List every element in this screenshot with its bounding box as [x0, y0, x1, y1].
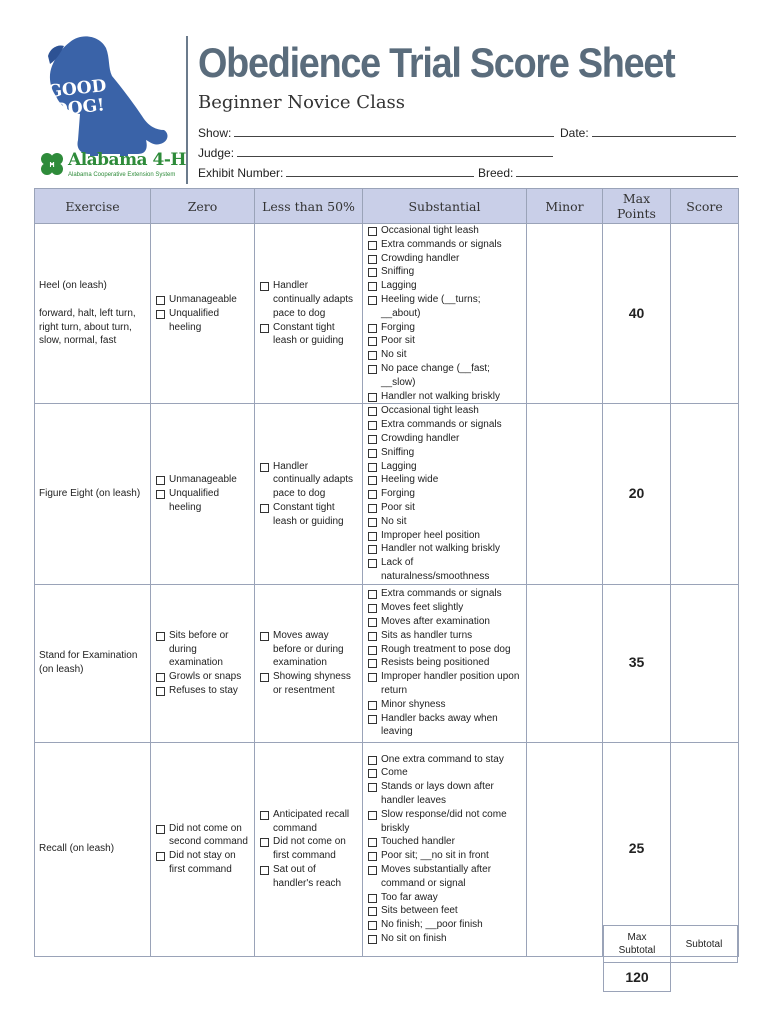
badge-line-2: DOG! [52, 95, 106, 121]
checkbox-item[interactable]: Crowding handler [367, 432, 522, 446]
score-cell[interactable] [671, 584, 739, 742]
zero-checklist [155, 629, 250, 698]
subtotal-value-cell[interactable] [671, 963, 738, 992]
header-row [35, 189, 739, 224]
checkbox-item[interactable]: Handler continually adapts pace to dog [259, 460, 358, 501]
minor-cell[interactable] [527, 404, 603, 584]
exercise-cell [35, 224, 151, 404]
checkbox-item[interactable]: Resists being positioned [367, 656, 522, 670]
max-points-value: 35 [603, 584, 671, 742]
checkbox-item[interactable]: Showing shyness or resentment [259, 670, 358, 698]
checkbox-item[interactable]: Constant tight leash or guiding [259, 501, 358, 529]
checkbox-item[interactable]: Forging [367, 487, 522, 501]
checkbox-item[interactable]: Moves feet slightly [367, 601, 522, 615]
exercise-name: Recall (on leash) [39, 843, 115, 855]
substantial-checklist [367, 587, 522, 739]
checkbox-item[interactable]: Extra commands or signals [367, 587, 522, 601]
exercise-name: Figure Eight (on leash) [39, 488, 141, 500]
checkbox-item[interactable]: Moves substantially after command or signal [367, 863, 522, 891]
minor-cell[interactable] [527, 584, 603, 742]
substantial-checklist [367, 224, 522, 403]
header-exercise: Exercise [35, 189, 151, 224]
checkbox-item[interactable]: Lack of naturalness/smoothness [367, 556, 522, 584]
substantial-cell [363, 584, 527, 742]
table-row [35, 404, 739, 584]
substantial-checklist [367, 404, 522, 583]
table-row [35, 584, 739, 742]
checkbox-item[interactable]: Lagging [367, 279, 522, 293]
checkbox-item[interactable]: Lagging [367, 460, 522, 474]
score-table [34, 188, 739, 957]
exercise-cell [35, 404, 151, 584]
checkbox-item[interactable]: Crowding handler [367, 252, 522, 266]
max-subtotal-line1: Max [627, 932, 647, 943]
show-label: Show: [198, 126, 232, 140]
date-field[interactable] [560, 124, 736, 140]
checkbox-item[interactable]: Heeling wide [367, 473, 522, 487]
page-subtitle: Beginner Novice Class [198, 92, 406, 113]
checkbox-item[interactable]: Minor shyness [367, 698, 522, 712]
table-row [35, 224, 739, 404]
svg-text:H: H [49, 162, 55, 169]
checkbox-item[interactable]: No sit [367, 348, 522, 362]
substantial-cell [363, 224, 527, 404]
checkbox-item[interactable]: Sniffing [367, 265, 522, 279]
minor-cell[interactable] [527, 224, 603, 404]
exercise-cell [35, 584, 151, 742]
zero-cell [151, 742, 255, 956]
less-cell [255, 742, 363, 956]
less-cell [255, 404, 363, 584]
exercise-cell [35, 742, 151, 956]
exercise-description: forward, halt, left turn, right turn, about turn, slow, normal, fast [39, 307, 136, 347]
header-max-line1: Max [622, 191, 651, 206]
checkbox-item[interactable]: Refuses to stay [155, 684, 250, 698]
judge-label: Judge: [198, 146, 235, 160]
checkbox-item[interactable]: Rough treatment to pose dog [367, 643, 522, 657]
checkbox-item[interactable]: Did not come on second command [155, 822, 250, 850]
checkbox-item[interactable]: Extra commands or signals [367, 418, 522, 432]
subtotal-label: Subtotal [671, 926, 738, 963]
checkbox-item[interactable]: No sit on finish [367, 932, 522, 946]
checkbox-item[interactable]: Extra commands or signals [367, 238, 522, 252]
less-checklist [259, 808, 358, 891]
checkbox-item[interactable]: Growls or snaps [155, 670, 250, 684]
checkbox-item[interactable]: One extra command to stay [367, 753, 522, 767]
checkbox-item[interactable]: Slow response/did not come briskly [367, 808, 522, 836]
checkbox-item[interactable]: Unmanageable [155, 293, 250, 307]
checkbox-item[interactable]: Sat out of handler's reach [259, 863, 358, 891]
checkbox-item[interactable]: No sit [367, 515, 522, 529]
less-cell [255, 224, 363, 404]
breed-label: Breed: [478, 166, 514, 180]
less-checklist [259, 629, 358, 698]
judge-field[interactable] [198, 144, 553, 160]
checkbox-item[interactable]: Handler continually adapts pace to dog [259, 279, 358, 320]
checkbox-item[interactable]: Stands or lays down after handler leaves [367, 780, 522, 808]
max-points-value: 20 [603, 404, 671, 584]
checkbox-item[interactable]: Poor sit; __no sit in front [367, 849, 522, 863]
less-checklist [259, 279, 358, 348]
checkbox-item[interactable]: Moves away before or during examination [259, 629, 358, 670]
zero-cell [151, 404, 255, 584]
org-name: Alabama 4-H [68, 150, 186, 170]
checkbox-item[interactable]: No pace change (__fast; __slow) [367, 362, 522, 390]
checkbox-item[interactable]: Occasional tight leash [367, 404, 522, 418]
zero-checklist [155, 293, 250, 334]
checkbox-item[interactable]: Poor sit [367, 501, 522, 515]
header-divider [186, 36, 188, 184]
checkbox-item[interactable]: Unmanageable [155, 473, 250, 487]
max-subtotal-label [604, 926, 671, 963]
checkbox-item[interactable]: Come [367, 766, 522, 780]
checkbox-item[interactable]: Improper heel position [367, 529, 522, 543]
checkbox-item[interactable]: Handler not walking briskly [367, 390, 522, 404]
zero-checklist [155, 473, 250, 514]
org-subtitle: Alabama Cooperative Extension System [68, 172, 176, 178]
checkbox-item[interactable]: Sits between feet [367, 904, 522, 918]
max-subtotal-value: 120 [604, 963, 671, 992]
max-points-value: 25 [603, 742, 671, 956]
checkbox-item[interactable]: Did not come on first command [259, 835, 358, 863]
substantial-cell [363, 742, 527, 956]
checkbox-item[interactable]: Poor sit [367, 334, 522, 348]
checkbox-item[interactable]: Unqualified heeling [155, 307, 250, 335]
breed-field[interactable] [478, 164, 738, 180]
date-label: Date: [560, 126, 589, 140]
exercise-name: Stand for Examination (on leash) [39, 650, 138, 676]
checkbox-item[interactable]: Unqualified heeling [155, 487, 250, 515]
checkbox-item[interactable]: Sits before or during examination [155, 629, 250, 670]
zero-cell [151, 584, 255, 742]
header-max-points [603, 189, 671, 224]
header-substantial: Substantial [363, 189, 527, 224]
checkbox-item[interactable]: Sits as handler turns [367, 629, 522, 643]
checkbox-item[interactable]: Moves after examination [367, 615, 522, 629]
score-cell[interactable] [671, 224, 739, 404]
substantial-checklist [367, 753, 522, 946]
checkbox-item[interactable]: Constant tight leash or guiding [259, 321, 358, 349]
checkbox-item[interactable]: Sniffing [367, 446, 522, 460]
header-zero: Zero [151, 189, 255, 224]
badge-line-1: GOOD [46, 76, 108, 103]
checkbox-item[interactable]: Handler not walking briskly [367, 542, 522, 556]
max-subtotal-line2: Subtotal [618, 945, 656, 956]
minor-cell[interactable] [527, 742, 603, 956]
show-field[interactable] [198, 124, 554, 140]
checkbox-item[interactable]: No finish; __poor finish [367, 918, 522, 932]
header-max-line2: Points [617, 206, 656, 221]
checkbox-item[interactable]: Heeling wide (__turns; __about) [367, 293, 522, 321]
score-cell[interactable] [671, 404, 739, 584]
page-title: Obedience Trial Score Sheet [198, 39, 675, 86]
totals-table [603, 925, 738, 992]
max-points-value: 40 [603, 224, 671, 404]
less-cell [255, 584, 363, 742]
checkbox-item[interactable]: Anticipated recall command [259, 808, 358, 836]
checkbox-item[interactable]: Too far away [367, 891, 522, 905]
checkbox-item[interactable]: Forging [367, 321, 522, 335]
checkbox-item[interactable]: Occasional tight leash [367, 224, 522, 238]
checkbox-item[interactable]: Handler backs away when leaving [367, 712, 522, 740]
checkbox-item[interactable]: Improper handler position upon return [367, 670, 522, 698]
zero-cell [151, 224, 255, 404]
header-score: Score [671, 189, 739, 224]
exhibit-number-label: Exhibit Number: [198, 166, 284, 180]
substantial-cell [363, 404, 527, 584]
header-minor: Minor [527, 189, 603, 224]
checkbox-item[interactable]: Touched handler [367, 835, 522, 849]
checkbox-item[interactable]: Did not stay on first command [155, 849, 250, 877]
header-less-than-50: Less than 50% [255, 189, 363, 224]
exercise-name: Heel (on leash) [39, 280, 107, 292]
zero-checklist [155, 822, 250, 877]
less-checklist [259, 460, 358, 529]
exhibit-number-field[interactable] [198, 164, 474, 180]
clover-icon [38, 150, 66, 183]
